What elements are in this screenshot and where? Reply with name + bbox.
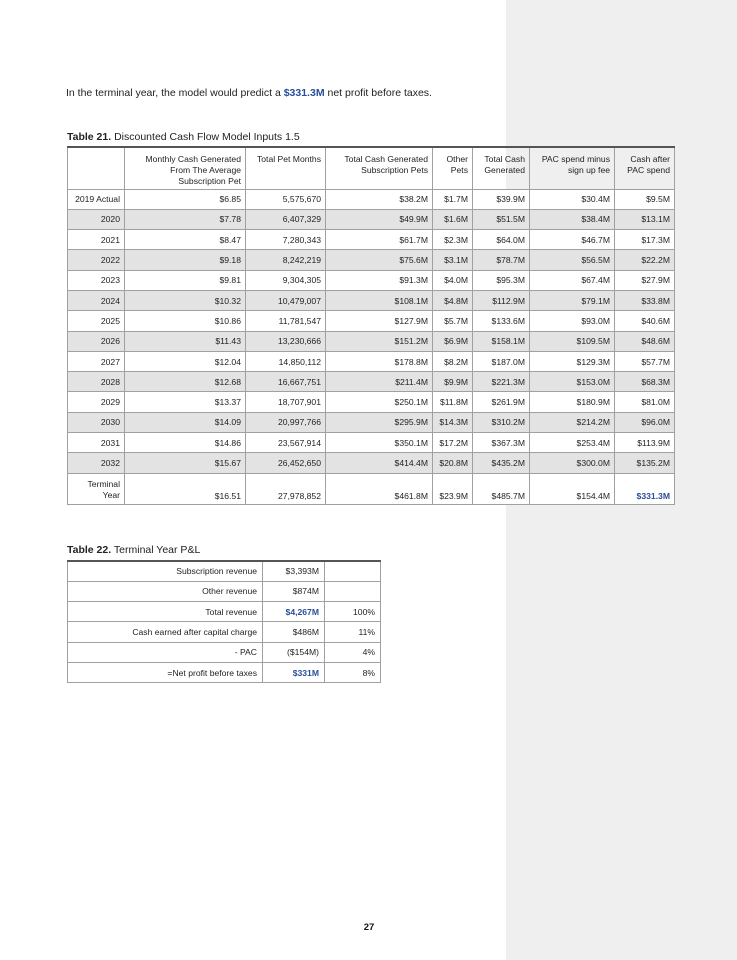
table-cell: $331.3M: [615, 473, 675, 504]
table-cell: $39.9M: [473, 189, 530, 209]
table-cell: Terminal Year: [68, 473, 125, 504]
table-cell: $16.51: [125, 473, 246, 504]
table-row: [68, 311, 675, 331]
table-row: [68, 270, 675, 290]
table-cell: $108.1M: [326, 290, 433, 310]
table-cell: $485.7M: [473, 473, 530, 504]
table-cell: $11.43: [125, 331, 246, 351]
table-cell: 2022: [68, 250, 125, 270]
table-cell: 14,850,112: [246, 351, 326, 371]
table-cell: $461.8M: [326, 473, 433, 504]
table-row: [68, 351, 675, 371]
table-cell: $112.9M: [473, 290, 530, 310]
table-cell: $109.5M: [530, 331, 615, 351]
table-row: [68, 189, 675, 209]
table-cell: $78.7M: [473, 250, 530, 270]
table-cell: Cash earned after capital charge: [68, 622, 263, 642]
table-cell: $93.0M: [530, 311, 615, 331]
table-cell: 2028: [68, 372, 125, 392]
table-cell: $874M: [263, 581, 325, 601]
terminal-year-row: [68, 473, 675, 504]
table-cell: $7.78: [125, 209, 246, 229]
table-cell: $151.2M: [326, 331, 433, 351]
table22-label: Table 22.: [67, 544, 112, 556]
table-cell: $3.1M: [433, 250, 473, 270]
table21-header-cell: Total Pet Months: [246, 147, 326, 189]
table-cell: 2019 Actual: [68, 189, 125, 209]
table-cell: $180.9M: [530, 392, 615, 412]
table-cell: $57.7M: [615, 351, 675, 371]
table-row: [68, 662, 381, 682]
table-cell: $153.0M: [530, 372, 615, 392]
table-cell: 4%: [325, 642, 381, 662]
table-cell: 2026: [68, 331, 125, 351]
table-cell: $5.7M: [433, 311, 473, 331]
table-cell: $214.2M: [530, 412, 615, 432]
table-cell: $91.3M: [326, 270, 433, 290]
table-cell: $9.5M: [615, 189, 675, 209]
table-cell: $68.3M: [615, 372, 675, 392]
table-row: [68, 622, 381, 642]
table22-title: Terminal Year P&L: [111, 544, 201, 556]
intro-paragraph: [66, 87, 432, 99]
table-cell: $22.2M: [615, 250, 675, 270]
table-cell: Subscription revenue: [68, 561, 263, 581]
table-cell: $211.4M: [326, 372, 433, 392]
table-cell: $38.4M: [530, 209, 615, 229]
table-cell: 18,707,901: [246, 392, 326, 412]
table-row: [68, 290, 675, 310]
table-cell: 13,230,666: [246, 331, 326, 351]
table-row: [68, 642, 381, 662]
table-cell: $17.3M: [615, 230, 675, 250]
table-cell: $331M: [263, 662, 325, 682]
table-cell: $187.0M: [473, 351, 530, 371]
table-cell: $67.4M: [530, 270, 615, 290]
intro-text: In the terminal year, the model would predict a: [66, 87, 284, 99]
table21-header-cell: [68, 147, 125, 189]
table-cell: $435.2M: [473, 453, 530, 473]
table-cell: $61.7M: [326, 230, 433, 250]
table-row: [68, 372, 675, 392]
intro-highlight: $331.3M: [283, 87, 325, 99]
table-cell: $135.2M: [615, 453, 675, 473]
table-cell: $49.9M: [326, 209, 433, 229]
table-cell: $295.9M: [326, 412, 433, 432]
table-cell: 11,781,547: [246, 311, 326, 331]
table-cell: $1.7M: [433, 189, 473, 209]
table-cell: $6.9M: [433, 331, 473, 351]
table-cell: 20,997,766: [246, 412, 326, 432]
table-cell: 27,978,852: [246, 473, 326, 504]
table-cell: $48.6M: [615, 331, 675, 351]
table-row: [68, 453, 675, 473]
table-cell: 2020: [68, 209, 125, 229]
table21-label: Table 21.: [67, 131, 112, 143]
table-cell: $12.04: [125, 351, 246, 371]
table-cell: $20.8M: [433, 453, 473, 473]
table-cell: $300.0M: [530, 453, 615, 473]
table-cell: $250.1M: [326, 392, 433, 412]
table-cell: $96.0M: [615, 412, 675, 432]
table-cell: $23.9M: [433, 473, 473, 504]
page-number: 27: [358, 916, 380, 938]
table-cell: $10.86: [125, 311, 246, 331]
table-cell: [325, 561, 381, 581]
table-cell: $30.4M: [530, 189, 615, 209]
table-cell: 2031: [68, 433, 125, 453]
table-cell: $127.9M: [326, 311, 433, 331]
table-cell: $178.8M: [326, 351, 433, 371]
table-row: [68, 331, 675, 351]
table-cell: 2030: [68, 412, 125, 432]
table-cell: $221.3M: [473, 372, 530, 392]
table-cell: 16,667,751: [246, 372, 326, 392]
table-cell: - PAC: [68, 642, 263, 662]
table-cell: $13.1M: [615, 209, 675, 229]
table-cell: $33.8M: [615, 290, 675, 310]
table-cell: 8%: [325, 662, 381, 682]
table-cell: 23,567,914: [246, 433, 326, 453]
table-cell: $4,267M: [263, 602, 325, 622]
table-cell: $46.7M: [530, 230, 615, 250]
table-row: [68, 581, 381, 601]
table-cell: Total revenue: [68, 602, 263, 622]
table-cell: $51.5M: [473, 209, 530, 229]
table-cell: $6.85: [125, 189, 246, 209]
table-cell: 11%: [325, 622, 381, 642]
table-row: [68, 433, 675, 453]
table-cell: $10.32: [125, 290, 246, 310]
dcf-inputs-table: [67, 146, 675, 505]
table-cell: $113.9M: [615, 433, 675, 453]
table22-caption: [67, 544, 200, 556]
table21-header-cell: Cash after PAC spend: [615, 147, 675, 189]
table-row: [68, 250, 675, 270]
table-cell: $129.3M: [530, 351, 615, 371]
table-cell: $4.8M: [433, 290, 473, 310]
table-cell: 7,280,343: [246, 230, 326, 250]
table-cell: Other revenue: [68, 581, 263, 601]
table-cell: 2027: [68, 351, 125, 371]
table-cell: 2023: [68, 270, 125, 290]
table-cell: $12.68: [125, 372, 246, 392]
table-cell: ($154M): [263, 642, 325, 662]
table-cell: $15.67: [125, 453, 246, 473]
terminal-pl-table: [67, 560, 381, 683]
table-cell: $158.1M: [473, 331, 530, 351]
table-cell: $9.9M: [433, 372, 473, 392]
table21-header-cell: Monthly Cash Generated From The Average Subscription Pet: [125, 147, 246, 189]
table-cell: 100%: [325, 602, 381, 622]
table-cell: $350.1M: [326, 433, 433, 453]
table-cell: $75.6M: [326, 250, 433, 270]
table-row: [68, 602, 381, 622]
table-cell: $95.3M: [473, 270, 530, 290]
table-cell: $14.09: [125, 412, 246, 432]
intro-text-end: net profit before taxes.: [324, 87, 432, 99]
table-cell: 10,479,007: [246, 290, 326, 310]
table-cell: $8.47: [125, 230, 246, 250]
table-cell: 2029: [68, 392, 125, 412]
table22-body: [68, 561, 381, 683]
table-cell: $133.6M: [473, 311, 530, 331]
table-cell: $81.0M: [615, 392, 675, 412]
table-cell: $11.8M: [433, 392, 473, 412]
table-cell: $8.2M: [433, 351, 473, 371]
table-cell: 5,575,670: [246, 189, 326, 209]
table-cell: $79.1M: [530, 290, 615, 310]
table-cell: 2024: [68, 290, 125, 310]
table-cell: $14.3M: [433, 412, 473, 432]
table-cell: $261.9M: [473, 392, 530, 412]
table-cell: 2032: [68, 453, 125, 473]
table-cell: $27.9M: [615, 270, 675, 290]
table-cell: $56.5M: [530, 250, 615, 270]
table-cell: 6,407,329: [246, 209, 326, 229]
table-cell: 9,304,305: [246, 270, 326, 290]
table21-header-cell: Other Pets: [433, 147, 473, 189]
table-cell: 26,452,650: [246, 453, 326, 473]
table-cell: $14.86: [125, 433, 246, 453]
table21-body: [68, 189, 675, 504]
table-cell: $253.4M: [530, 433, 615, 453]
table-cell: $38.2M: [326, 189, 433, 209]
table-cell: $9.81: [125, 270, 246, 290]
table-cell: $17.2M: [433, 433, 473, 453]
table-cell: $1.6M: [433, 209, 473, 229]
table-cell: $310.2M: [473, 412, 530, 432]
table-row: [68, 209, 675, 229]
table-cell: 2021: [68, 230, 125, 250]
table21-title: Discounted Cash Flow Model Inputs 1.5: [111, 131, 300, 143]
table-cell: $3,393M: [263, 561, 325, 581]
table-cell: 8,242,219: [246, 250, 326, 270]
table-cell: $367.3M: [473, 433, 530, 453]
table21-header-row: [68, 147, 675, 189]
table-row: [68, 561, 381, 581]
table-cell: $13.37: [125, 392, 246, 412]
table-cell: 2025: [68, 311, 125, 331]
table-row: [68, 392, 675, 412]
table-cell: $2.3M: [433, 230, 473, 250]
table-cell: $9.18: [125, 250, 246, 270]
table-row: [68, 230, 675, 250]
table21-header-cell: Total Cash Generated: [473, 147, 530, 189]
table-cell: $414.4M: [326, 453, 433, 473]
table-cell: =Net profit before taxes: [68, 662, 263, 682]
table-cell: $486M: [263, 622, 325, 642]
table-cell: [325, 581, 381, 601]
table-cell: $64.0M: [473, 230, 530, 250]
table21-caption: [67, 131, 300, 143]
table21-header-cell: PAC spend minus sign up fee: [530, 147, 615, 189]
table-cell: $154.4M: [530, 473, 615, 504]
table-row: [68, 412, 675, 432]
table21-header-cell: Total Cash Generated Subscription Pets: [326, 147, 433, 189]
table-cell: $40.6M: [615, 311, 675, 331]
table-cell: $4.0M: [433, 270, 473, 290]
